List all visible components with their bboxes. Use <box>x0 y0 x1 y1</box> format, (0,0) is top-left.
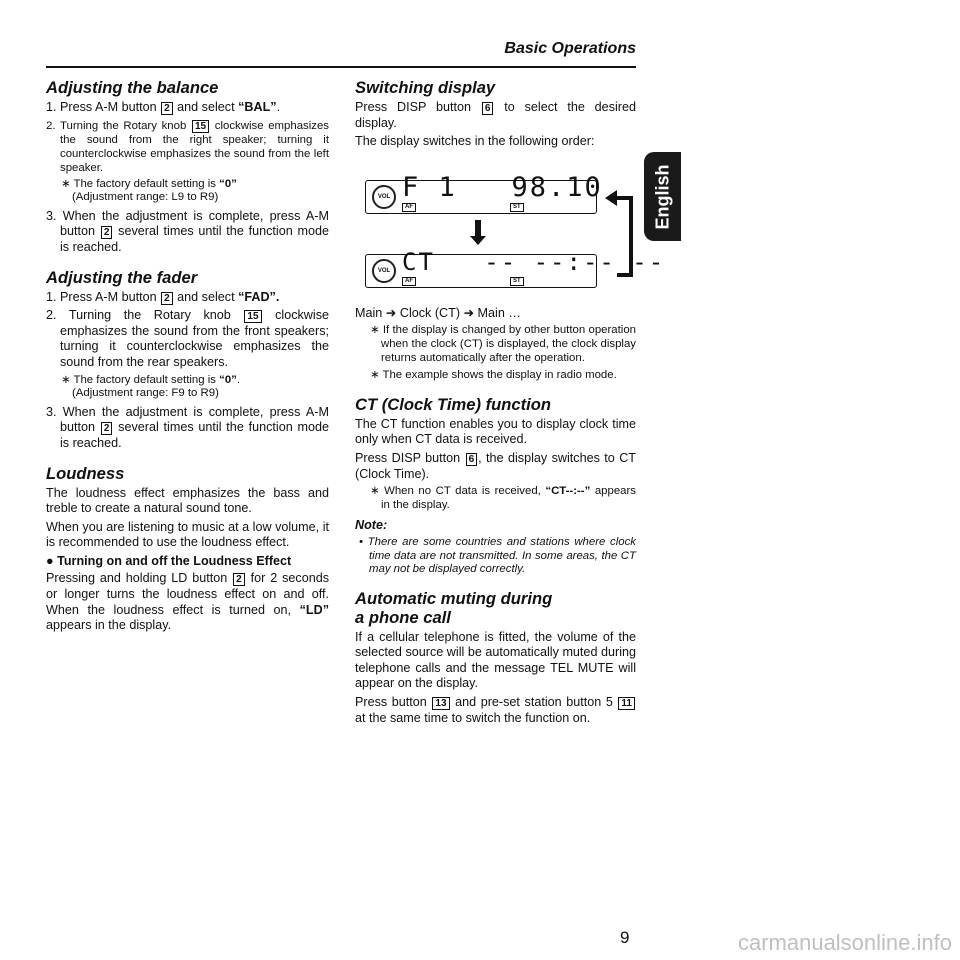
button-2-ref: 2 <box>233 573 245 586</box>
language-tab-label: English <box>652 163 672 230</box>
ct-note: ∗ When no CT data is received, “CT--:--” appears in the display. <box>370 485 637 511</box>
loudness-subhead: ● Turning on and off the Loudness Effect <box>46 553 292 568</box>
button-2-ref: 2 <box>101 422 113 435</box>
arrow-down-icon <box>475 220 481 238</box>
muting-paragraph-2: Press button 13 and pre-set station button 5 11 at the same time to switch the function on. <box>355 695 636 726</box>
left-column <box>46 78 329 637</box>
switching-note-1: ∗ If the display is changed by other button operation when the clock (CT) is displayed, the clock display returns automatically after the operation. <box>370 324 636 364</box>
watermark: carmanualsonline.info <box>737 930 952 955</box>
af-indicator: AF <box>402 277 416 286</box>
button-13-ref: 13 <box>432 697 449 710</box>
fader-note: ∗ The factory default setting is “0”. (Adjustment range: F9 to R9) <box>61 373 241 400</box>
ct-paragraph-1: The CT function enables you to display clock time only when CT data is received. <box>355 416 636 447</box>
fader-step-2: 2. Turning the Rotary knob 15 clockwise emphasizes the sound from the front speakers; turning it counterclockwise emphasizes the sound from the rear speakers. <box>46 308 329 369</box>
button-15-ref: 15 <box>192 120 209 133</box>
display-main <box>365 171 603 214</box>
balance-step-2: 2. Turning the Rotary knob 15 clockwise emphasizes the sound from the right speaker; turning it counterclockwise emphasizes the sound from the left speaker. <box>46 119 329 174</box>
vol-icon: VOL <box>372 259 396 283</box>
button-2-ref: 2 <box>101 226 113 239</box>
header-title: Basic Operations <box>504 40 636 57</box>
st-indicator: ST <box>510 203 524 212</box>
switching-paragraph-1: Press DISP button 6 to select the desired display. <box>355 100 636 130</box>
ct-note-title: Note: <box>355 518 388 533</box>
balance-note: ∗ The factory default setting is “0” (Adjustment range: L9 to R9) <box>61 177 237 204</box>
ct-italic-note: • There are some countries and stations where clock time data are not transmitted. In some areas, the CT may not be displayed correctly. <box>359 535 636 576</box>
button-2-ref: 2 <box>161 292 173 305</box>
display-main-text: F 1 98.10 <box>402 171 603 203</box>
language-tab <box>644 152 681 241</box>
fader-title: Adjusting the fader <box>46 267 198 287</box>
balance-step-3: 3. When the adjustment is complete, press A-M button 2 several times until the function mode is reached. <box>46 208 330 254</box>
balance-title: Adjusting the balance <box>46 78 219 97</box>
fader-step-1: 1. Press A-M button 2 and select “FAD”. <box>46 289 280 304</box>
arrow-left-icon <box>605 190 617 206</box>
muting-title: Automatic muting during a phone call <box>355 588 553 627</box>
button-6-ref: 6 <box>482 102 494 115</box>
button-15-ref: 15 <box>244 310 261 323</box>
fader-step-3: 3. When the adjustment is complete, press A-M button 2 several times until the function mode is reached. <box>46 404 330 450</box>
vol-icon: VOL <box>372 185 396 209</box>
loudness-paragraph-2: When you are listening to music at a low volume, it is recommended to use the loudness effect. <box>46 519 329 550</box>
switching-paragraph-2: The display switches in the following order: <box>355 134 595 149</box>
ct-paragraph-2: Press DISP button 6 , the display switches to CT (Clock Time). <box>355 450 636 481</box>
display-sequence: Main ➜ Clock (CT) ➜ Main … <box>355 305 521 320</box>
button-11-ref: 11 <box>618 697 635 710</box>
muting-paragraph-1: If a cellular telephone is fitted, the volume of the selected source will be automatically muted during telephone calls and the message TEL MUTE will appear on the display. <box>355 629 636 691</box>
switching-note-2: ∗ The example shows the display in radio mode. <box>370 369 617 382</box>
button-2-ref: 2 <box>161 102 173 115</box>
loudness-paragraph-1: The loudness effect emphasizes the bass and treble to create a natural sound tone. <box>46 485 329 516</box>
display-clock <box>365 247 666 288</box>
loudness-paragraph-3: Pressing and holding LD button 2 for 2 seconds or longer turns the loudness effect on and off. When the loudness effect is turned on, “LD” appears in the display. <box>46 571 329 633</box>
return-bracket-icon <box>617 196 633 277</box>
switching-title: Switching display <box>355 78 496 97</box>
page-number: 9 <box>620 928 630 947</box>
ct-title: CT (Clock Time) function <box>355 394 552 414</box>
af-indicator: AF <box>402 203 416 212</box>
display-clock-text: CT -- --:-- -- <box>402 247 666 276</box>
page-header <box>46 40 636 68</box>
balance-step-1: 1. Press A-M button 2 and select “BAL”. <box>46 100 281 114</box>
button-6-ref: 6 <box>466 453 478 466</box>
loudness-title: Loudness <box>46 463 125 483</box>
st-indicator: ST <box>510 277 524 286</box>
